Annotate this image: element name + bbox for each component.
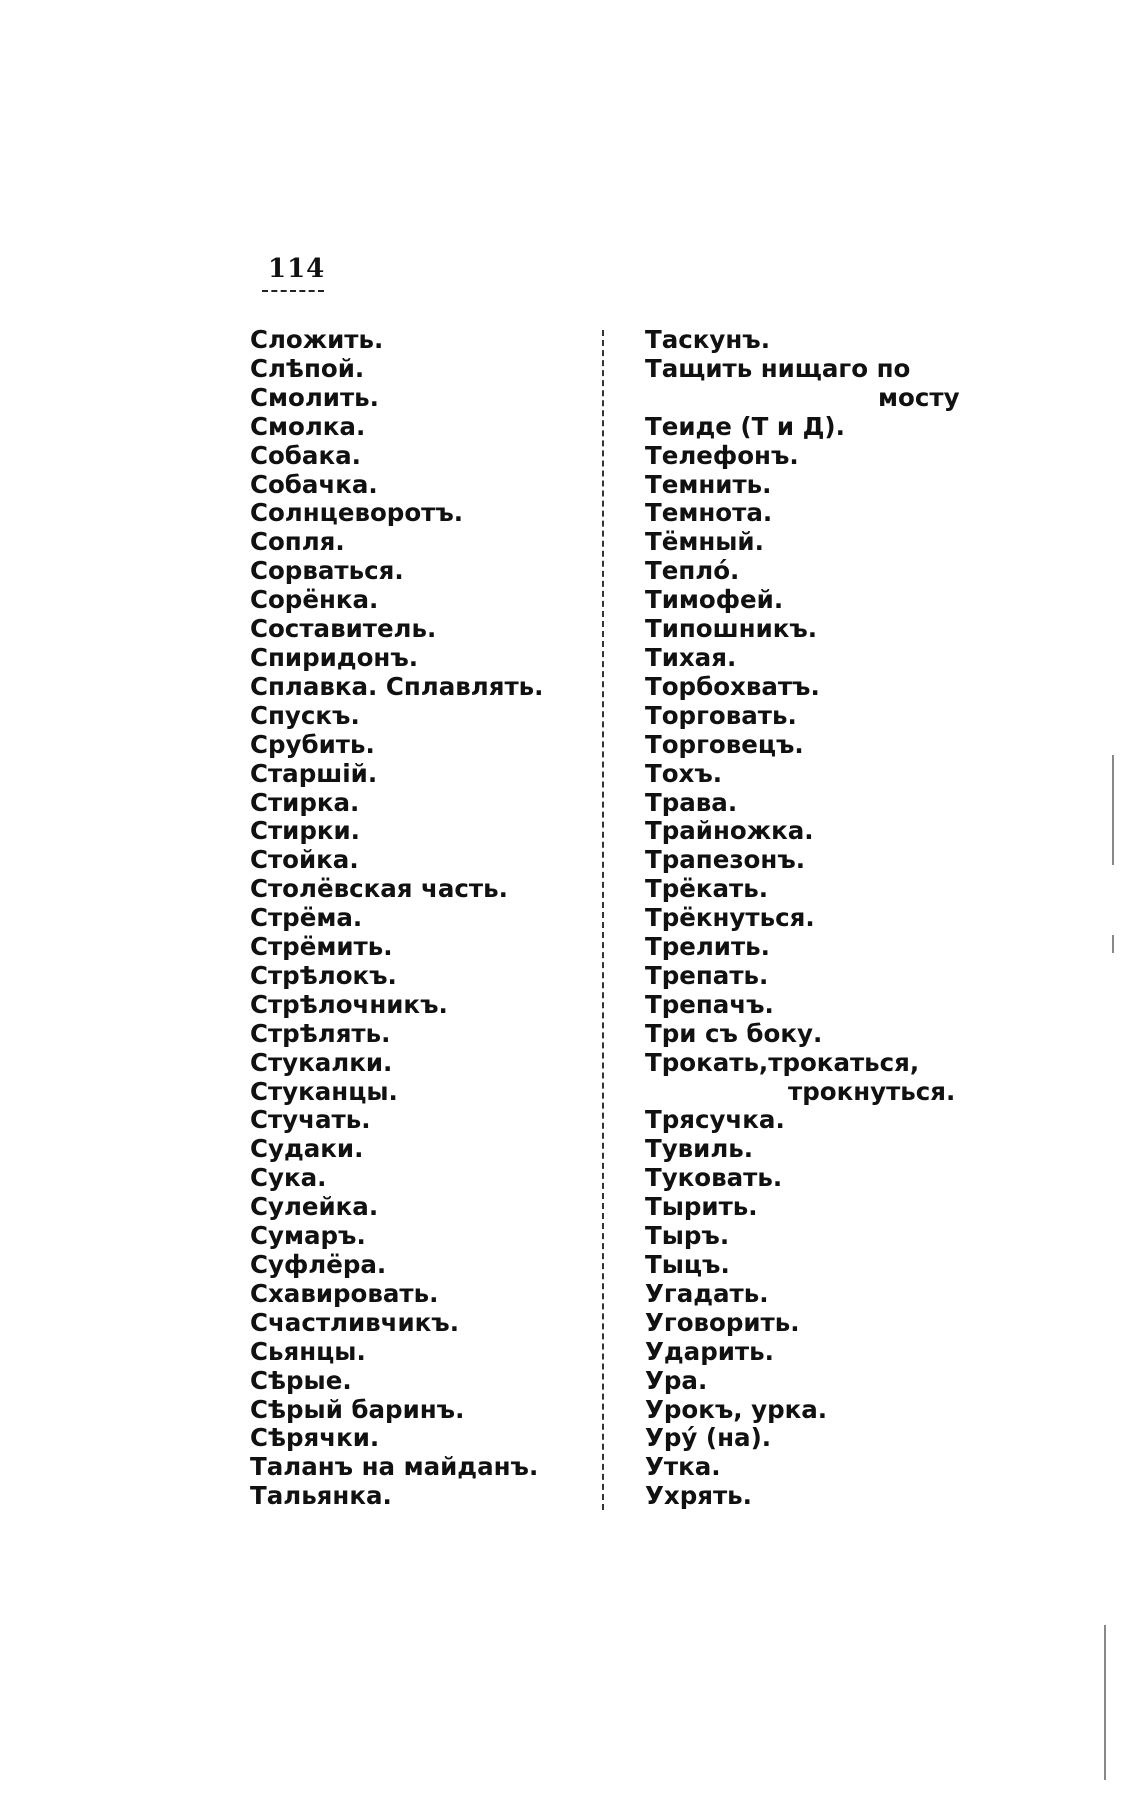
dictionary-entry: Стрѣлять. xyxy=(250,1018,391,1048)
dictionary-entry: Стирки. xyxy=(250,816,360,846)
dictionary-entry: Стучать. xyxy=(250,1105,371,1135)
dictionary-entry: Ухрять. xyxy=(645,1481,752,1511)
dictionary-entry: Спиридонъ. xyxy=(250,642,419,672)
dictionary-entry: Составитель. xyxy=(250,614,437,644)
dictionary-entry: Сложить. xyxy=(250,325,384,354)
dictionary-entry: Туковать. xyxy=(645,1163,783,1193)
page-number: 114 xyxy=(268,254,326,284)
dictionary-entry: Стойка. xyxy=(250,845,359,875)
dictionary-entry: Угадать. xyxy=(645,1278,769,1308)
dictionary-entry: Сорваться. xyxy=(250,556,404,586)
dictionary-entry: Тёмный. xyxy=(645,527,764,557)
dictionary-entry: Стуканцы. xyxy=(250,1076,398,1106)
dictionary-entry: Стукалки. xyxy=(250,1047,393,1077)
scan-mark xyxy=(1112,935,1114,953)
dictionary-entry: Тепло́. xyxy=(645,556,740,586)
dictionary-entry: Столёвская часть. xyxy=(250,874,508,904)
dictionary-entry: Таскунъ. xyxy=(645,325,771,354)
dictionary-entry: Смолка. xyxy=(250,411,366,441)
dictionary-entry: Тувиль. xyxy=(645,1134,754,1164)
dictionary-entry: Три съ боку. xyxy=(645,1018,823,1048)
dictionary-entry: Ударить. xyxy=(645,1336,774,1366)
dictionary-entry-wrapped xyxy=(645,1049,975,1107)
dictionary-entry: Схавировать. xyxy=(250,1278,439,1308)
dictionary-entry: Трёкать. xyxy=(645,874,769,904)
dictionary-entry: Таланъ на майданъ. xyxy=(250,1452,539,1482)
dictionary-entry: Сѣрые. xyxy=(250,1365,352,1395)
dictionary-entry: Типошникъ. xyxy=(645,614,818,644)
dictionary-entry: Трясучка. xyxy=(645,1105,785,1135)
dictionary-entry: Уговорить. xyxy=(645,1307,800,1337)
dictionary-entry: Утка. xyxy=(645,1452,721,1482)
dictionary-entry: Сопля. xyxy=(250,527,345,557)
dictionary-entry: Смолить. xyxy=(250,382,379,412)
dictionary-entry: Стрёма. xyxy=(250,903,363,933)
dictionary-entry: Теиде (Т и Д). xyxy=(645,411,845,441)
dictionary-entry: Торбохватъ. xyxy=(645,671,820,701)
dictionary-entry: Тихая. xyxy=(645,642,737,672)
entry-continuation: мосту xyxy=(878,382,960,412)
entry-line: Тащить нищаго по xyxy=(645,353,911,383)
dictionary-entry: Сплавка. Сплавлять. xyxy=(250,671,544,701)
dictionary-entry: Трелить. xyxy=(645,932,770,962)
dictionary-entry: Сука. xyxy=(250,1163,327,1193)
dictionary-entry: Сѣрый баринъ. xyxy=(250,1394,465,1424)
dictionary-entry-wrapped xyxy=(645,355,975,413)
dictionary-entry: Сѣрячки. xyxy=(250,1423,380,1453)
dictionary-entry: Стрёмить. xyxy=(250,932,393,962)
dictionary-entry: Тальянка. xyxy=(250,1481,392,1511)
dictionary-entry: Телефонъ. xyxy=(645,440,799,470)
dictionary-entry: Срубить. xyxy=(250,729,375,759)
dictionary-entry: Торговецъ. xyxy=(645,729,804,759)
dictionary-entry: Стрѣлокъ. xyxy=(250,960,397,990)
dictionary-entry: Трапезонъ. xyxy=(645,845,806,875)
dictionary-entry: Тырить. xyxy=(645,1192,758,1222)
dictionary-entry: Сьянцы. xyxy=(250,1336,366,1366)
dictionary-entry: Судаки. xyxy=(250,1134,364,1164)
dictionary-entry: Сумаръ. xyxy=(250,1221,366,1251)
dictionary-entry: Суфлёра. xyxy=(250,1250,387,1279)
left-column xyxy=(250,326,580,1511)
dictionary-entry: Тохъ. xyxy=(645,758,723,788)
dictionary-entry: Собачка. xyxy=(250,469,378,499)
dictionary-entry: Тыръ. xyxy=(645,1221,730,1251)
scan-mark xyxy=(1112,755,1114,865)
dictionary-entry: Тыцъ. xyxy=(645,1250,730,1279)
dictionary-entry: Трава. xyxy=(645,787,738,817)
dictionary-entry: Стрѣлочникъ. xyxy=(250,989,448,1019)
page-number-rule xyxy=(262,290,324,292)
entry-continuation: трокнуться. xyxy=(788,1076,956,1106)
dictionary-entry: Старшій. xyxy=(250,758,378,788)
dictionary-entry: Тимофей. xyxy=(645,585,784,615)
entry-line: Трокать,трокаться, xyxy=(645,1047,920,1077)
dictionary-entry: Ура. xyxy=(645,1365,708,1395)
dictionary-entry: Уру́ (на). xyxy=(645,1423,772,1453)
dictionary-entry: Торговать. xyxy=(645,700,797,730)
dictionary-entry: Счастливчикъ. xyxy=(250,1307,460,1337)
column-divider xyxy=(602,330,604,1510)
dictionary-entry: Темнота. xyxy=(645,498,773,528)
scan-mark xyxy=(1104,1625,1106,1780)
right-column xyxy=(645,326,975,1511)
dictionary-entry: Трайножка. xyxy=(645,816,814,846)
dictionary-entry: Собака. xyxy=(250,440,361,470)
dictionary-entry: Трепачъ. xyxy=(645,989,774,1019)
dictionary-entry: Спускъ. xyxy=(250,700,360,730)
dictionary-entry: Трёкнуться. xyxy=(645,903,815,933)
dictionary-entry: Трепать. xyxy=(645,960,769,990)
dictionary-entry: Темнить. xyxy=(645,469,772,499)
dictionary-entry: Стирка. xyxy=(250,787,360,817)
dictionary-entry: Сулейка. xyxy=(250,1192,379,1222)
dictionary-entry: Солнцеворотъ. xyxy=(250,498,464,528)
dictionary-entry: Урокъ, урка. xyxy=(645,1394,828,1424)
dictionary-entry: Сорёнка. xyxy=(250,585,379,615)
dictionary-entry: Слѣпой. xyxy=(250,353,365,383)
